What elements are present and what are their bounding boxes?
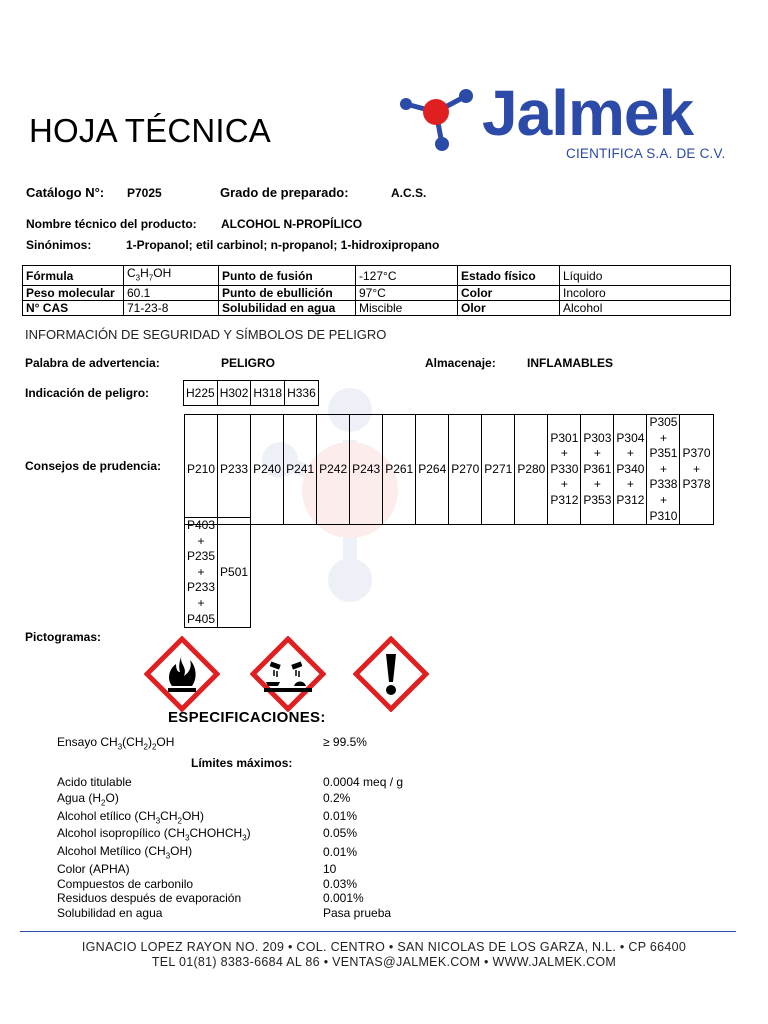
precaution-combo: P304 + P340 + P312: [614, 415, 647, 525]
precaution-table-row2: [184, 517, 251, 628]
precaution-combo: P301 + P330 + P312: [548, 415, 581, 525]
brand-subtitle: CIENTIFICA S.A. DE C.V.: [566, 146, 726, 161]
precaution-combo: P303 + P361 + P353: [581, 415, 614, 525]
spec-item-label: Alcohol etílico $(CH_3CH_2OH)$: [57, 809, 204, 826]
assay-label: Ensayo $CH_3(CH_2)_2OH$: [57, 735, 175, 752]
exclamation-pictogram-icon: [353, 636, 429, 712]
property-value: $C_3H_7OH$: [124, 266, 219, 286]
spec-item-label: Agua $(H_2O)$: [57, 791, 119, 808]
property-value: Incoloro: [560, 286, 731, 301]
precaution-table: [184, 414, 714, 525]
property-value: Líquido: [560, 266, 731, 286]
spec-item-label: Color (APHA): [57, 862, 130, 876]
hazard-code: H336: [284, 380, 319, 406]
grade-label: Grado de preparado:: [220, 185, 349, 200]
property-label: Olor: [458, 301, 560, 316]
property-label: Punto de ebullición: [219, 286, 356, 301]
property-label: N° CAS: [23, 301, 124, 316]
hazard-codes: [184, 380, 319, 406]
table-row: [23, 266, 731, 286]
spec-item-label: Acido titulable: [57, 775, 132, 789]
precaution-combo: P403 + P235 + P233 + P405: [185, 518, 218, 628]
flammable-pictogram-icon: [144, 636, 220, 712]
property-value: 60.1: [124, 286, 219, 301]
brand-name: Jalmek: [482, 77, 694, 149]
signal-word-label: Palabra de advertencia:: [25, 356, 160, 370]
table-row: [185, 518, 251, 628]
hazard-code: H318: [250, 380, 285, 406]
precaution-code: P210: [185, 415, 218, 525]
precaution-code: P501: [218, 518, 251, 628]
precaution-code: P233: [218, 415, 251, 525]
table-row: [185, 415, 714, 525]
property-value: -127°C: [356, 266, 458, 286]
storage-label: Almacenaje:: [425, 356, 496, 370]
property-value: 71-23-8: [124, 301, 219, 316]
synonyms-value: 1-Propanol; etil carbinol; n-propanol; 1-hidroxipropano: [126, 238, 440, 252]
spec-item-value: 0.03%: [323, 877, 358, 891]
hazard-code: H225: [183, 380, 218, 406]
precaution-code: P264: [416, 415, 449, 525]
property-value: 97°C: [356, 286, 458, 301]
corrosive-pictogram-icon: [250, 636, 326, 712]
spec-item-value: Pasa prueba: [323, 906, 392, 920]
footer-address: IGNACIO LOPEZ RAYON NO. 209 • COL. CENTRO • SAN NICOLAS DE LOS GARZA, N.L. • CP 66400: [81, 940, 687, 954]
property-value: Miscible: [356, 301, 458, 316]
spec-item-label: Alcohol isopropílico $(CH_3CHOHCH_3)$: [57, 826, 251, 843]
properties-table: [22, 265, 731, 316]
footer-contact: TEL 01(81) 8383-6684 AL 86 • VENTAS@JALMEK.COM • WWW.JALMEK.COM: [151, 955, 617, 969]
precaution-code: P271: [482, 415, 515, 525]
table-row: [23, 301, 731, 316]
company-logo: [396, 77, 736, 164]
spec-item-value: 0.05%: [323, 826, 358, 840]
spec-item-label: Compuestos de carbonilo: [57, 877, 194, 891]
precaution-code: P240: [251, 415, 284, 525]
table-row: [23, 286, 731, 301]
spec-item-label: Alcohol Metílico $(CH_3OH)$: [57, 844, 193, 861]
spec-item-label: Solubilidad en agua: [57, 906, 163, 920]
spec-item-value: 0.2%: [323, 791, 351, 805]
safety-section-title: INFORMACIÓN DE SEGURIDAD Y SÍMBOLOS DE PELIGRO: [25, 327, 387, 342]
property-label: Fórmula: [23, 266, 124, 286]
precaution-code: P270: [449, 415, 482, 525]
spec-item-value: 0.0004 meq / g: [323, 775, 404, 789]
precaution-code: P241: [284, 415, 317, 525]
spec-item-value: 0.01%: [323, 809, 358, 823]
spec-item-label: Residuos después de evaporación: [57, 891, 242, 905]
molecule-logo-icon: [396, 82, 486, 162]
pictograms-label: Pictogramas:: [25, 630, 102, 644]
signal-word-value: PELIGRO: [221, 356, 276, 370]
spec-item-value: 0.01%: [323, 845, 358, 859]
property-label: Solubilidad en agua: [219, 301, 356, 316]
hazard-label: Indicación de peligro:: [25, 386, 150, 400]
precaution-combo: P305 + P351 + P338 + P310: [647, 415, 680, 525]
precaution-code: P280: [515, 415, 548, 525]
property-label: Punto de fusión: [219, 266, 356, 286]
product-name-label: Nombre técnico del producto:: [26, 217, 197, 231]
precaution-code: P261: [383, 415, 416, 525]
footer-divider: [20, 931, 736, 932]
precaution-code: P242: [317, 415, 350, 525]
precaution-combo: P370 + P378: [680, 415, 713, 525]
catalog-value: P7025: [127, 186, 162, 200]
storage-value: INFLAMABLES: [527, 356, 613, 370]
assay-value: ≥ 99.5%: [323, 735, 367, 749]
specs-title: ESPECIFICACIONES:: [168, 709, 326, 726]
property-label: Peso molecular: [23, 286, 124, 301]
property-label: Color: [458, 286, 560, 301]
precaution-code: P243: [350, 415, 383, 525]
product-name-value: ALCOHOL N-PROPÍLICO: [221, 217, 363, 231]
spec-item-value: 10: [323, 862, 337, 876]
grade-value: A.C.S.: [391, 186, 427, 200]
catalog-label: Catálogo N°:: [26, 185, 105, 200]
property-value: Alcohol: [560, 301, 731, 316]
page-title: HOJA TÉCNICA: [29, 112, 272, 149]
synonyms-label: Sinónimos:: [26, 238, 92, 252]
property-label: Estado físico: [458, 266, 560, 286]
limits-title: Límites máximos:: [191, 756, 293, 770]
precaution-label: Consejos de prudencia:: [25, 459, 162, 473]
spec-item-value: 0.001%: [323, 891, 364, 905]
hazard-code: H302: [217, 380, 252, 406]
